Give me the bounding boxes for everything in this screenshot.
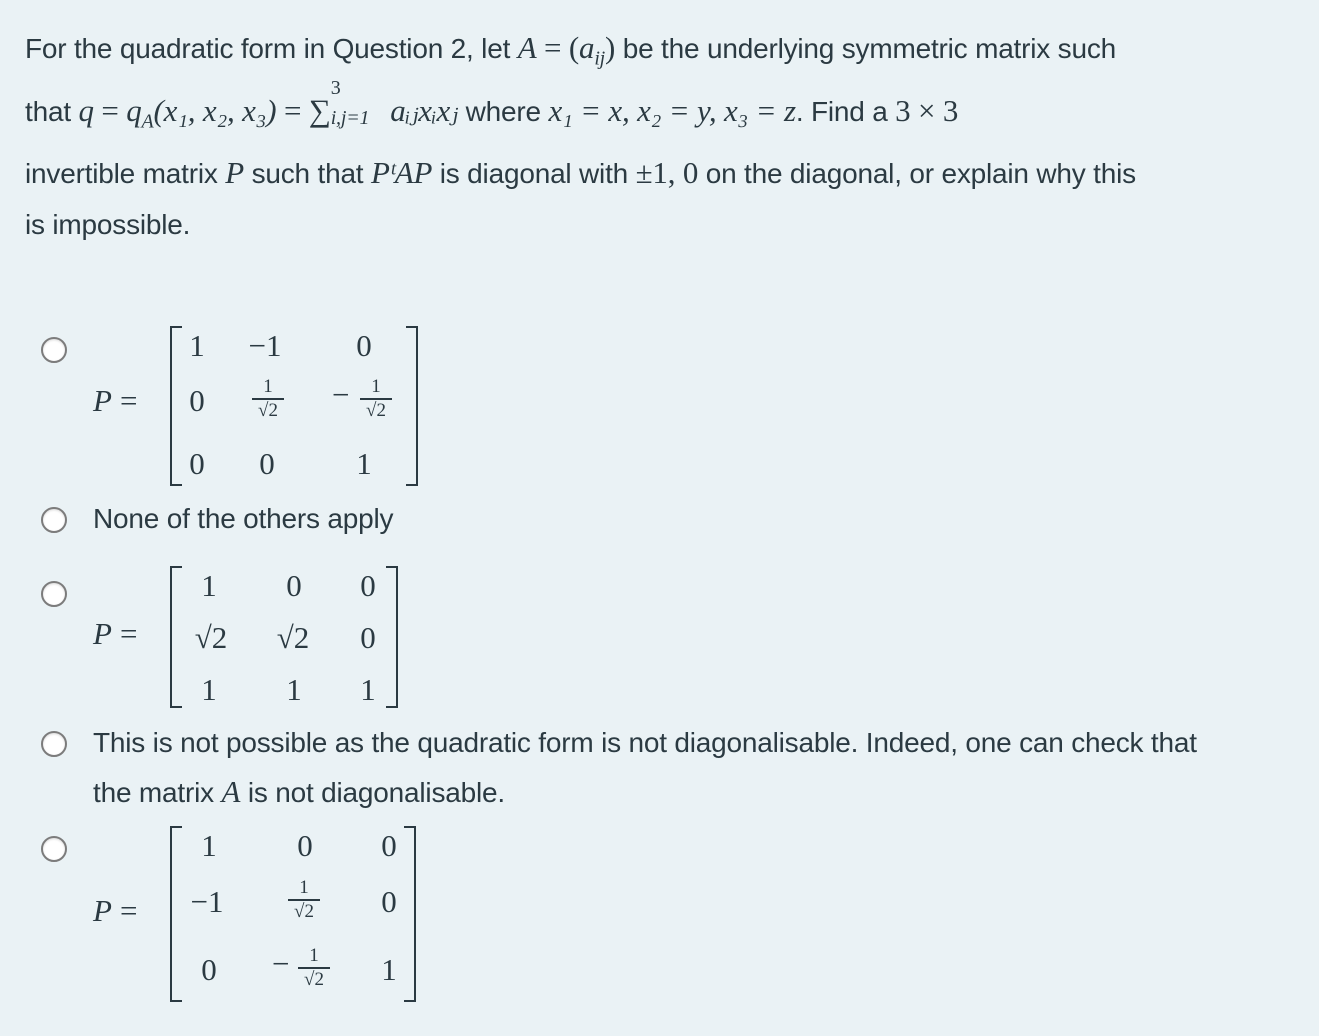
question-line-4 [25,199,1300,250]
fraction-numerator: 1 [371,376,381,397]
matrix-label [93,893,137,929]
option-4-label-line-1: This is not possible as the quadratic form is not diagonalisable. Indeed, one can check that [93,727,1197,758]
matrix-label [93,383,137,419]
question-line-1 [25,22,1300,85]
matrix-label [93,616,137,652]
math-symbol: P [225,155,244,191]
matrix-cell: 0 [201,952,217,987]
matrix-cell: 0 [360,620,376,655]
matrix-fraction [360,377,392,421]
option-text-segment: the matrix [93,777,222,808]
question-text-segment: is diagonal with [432,158,636,190]
matrix-label-letter: P [93,616,112,651]
fraction-denominator: √2 [304,968,324,990]
matrix-cell: 1 [286,672,302,707]
question-text-segment: For the quadratic form in Question 2, let [25,33,518,64]
matrix-label-letter: P [93,893,112,928]
matrix-fraction [252,377,284,421]
matrix-cell: −1 [248,328,282,363]
math-symbol: ) [605,30,616,65]
matrix-cell: 0 [381,828,397,863]
question-text-segment: . Find a [795,95,896,127]
math-subscript: ij [594,47,606,70]
matrix-cell: 0 [297,828,313,863]
fraction-denominator: √2 [366,399,386,421]
matrix-cell: 0 [189,446,205,481]
matrix-cell: 1 [201,568,217,603]
matrix-label-letter: P [93,383,112,418]
option-text-segment: is not diagonalisable. [240,777,505,808]
math-symbol: aᵢⱼxᵢxⱼ [382,92,459,128]
minus-sign: − [332,377,350,412]
matrix-cell: 0 [286,568,302,603]
equals-sign: = [119,383,138,418]
math-symbol: PᵗAP [370,155,433,191]
left-bracket [170,826,182,1002]
sum-subscript: i,j=1 [330,107,370,130]
matrix-cell: 1 [356,446,372,481]
fraction-numerator: 1 [263,376,273,397]
question-text-segment: be the underlying symmetric matrix such [615,33,1117,64]
matrix-cell: 0 [189,383,205,418]
left-bracket [170,566,182,708]
question-text-segment: that [25,95,79,127]
math-symbol: ±1, 0 [635,155,699,191]
math-symbol: x₁ = x, x₂ = y, x₃ = z [548,92,796,128]
right-bracket [406,326,418,486]
question-text-segment: such that [243,158,371,190]
fraction-denominator: √2 [258,399,278,421]
option-1-radio[interactable] [41,337,67,363]
math-symbol: q [126,92,142,128]
math-symbol: (x₁, x₂, x₃) [153,92,277,128]
question-line-2 [25,77,1300,148]
option-3-radio[interactable] [41,581,67,607]
question-text-segment: where [458,95,549,127]
minus-sign: − [272,946,290,981]
math-symbol: = ( [536,30,579,65]
option-2-label: None of the others apply [93,503,394,534]
matrix-cell: 1 [189,328,205,363]
matrix-cell: 1 [381,952,397,987]
equals-sign: = [119,616,138,651]
option-4-radio[interactable] [41,731,67,757]
math-symbol: a [579,30,595,65]
matrix-cell: 0 [356,328,372,363]
question-text-segment: invertible matrix [25,158,226,190]
matrix-cell: 1 [201,672,217,707]
matrix-fraction [298,946,330,990]
matrix-cell: √2 [194,620,228,655]
sum-symbol: ∑ [308,92,331,128]
right-bracket [386,566,398,708]
math-symbol: A [517,30,537,65]
matrix-cell: 0 [259,446,275,481]
question-text-segment: on the diagonal, or explain why this [698,158,1136,190]
matrix-cell: 1 [360,672,376,707]
right-bracket [404,826,416,1002]
matrix-cell: 0 [381,884,397,919]
sum-superscript: 3 [330,77,341,100]
equals-sign: = [119,893,138,928]
matrix-cell: −1 [190,884,224,919]
option-4-label-line-2 [93,767,505,818]
option-5-radio[interactable] [41,836,67,862]
math-subscript: A [141,110,154,133]
fraction-denominator: √2 [294,900,314,922]
fraction-numerator: 1 [309,945,319,966]
question-text-segment: is impossible. [25,209,191,241]
matrix-cell: 1 [201,828,217,863]
math-symbol: q [78,92,94,128]
question-text [25,22,1300,250]
matrix-cell: √2 [276,620,310,655]
fraction-numerator: 1 [299,877,309,898]
question-line-3 [25,147,1300,199]
matrix-fraction [288,878,320,922]
math-symbol: = [276,92,309,128]
left-bracket [170,326,182,486]
option-2-radio[interactable] [41,507,67,533]
math-symbol: A [221,774,241,809]
math-symbol: = [93,92,127,128]
math-symbol: 3 × 3 [895,92,959,128]
matrix-cell: 0 [360,568,376,603]
